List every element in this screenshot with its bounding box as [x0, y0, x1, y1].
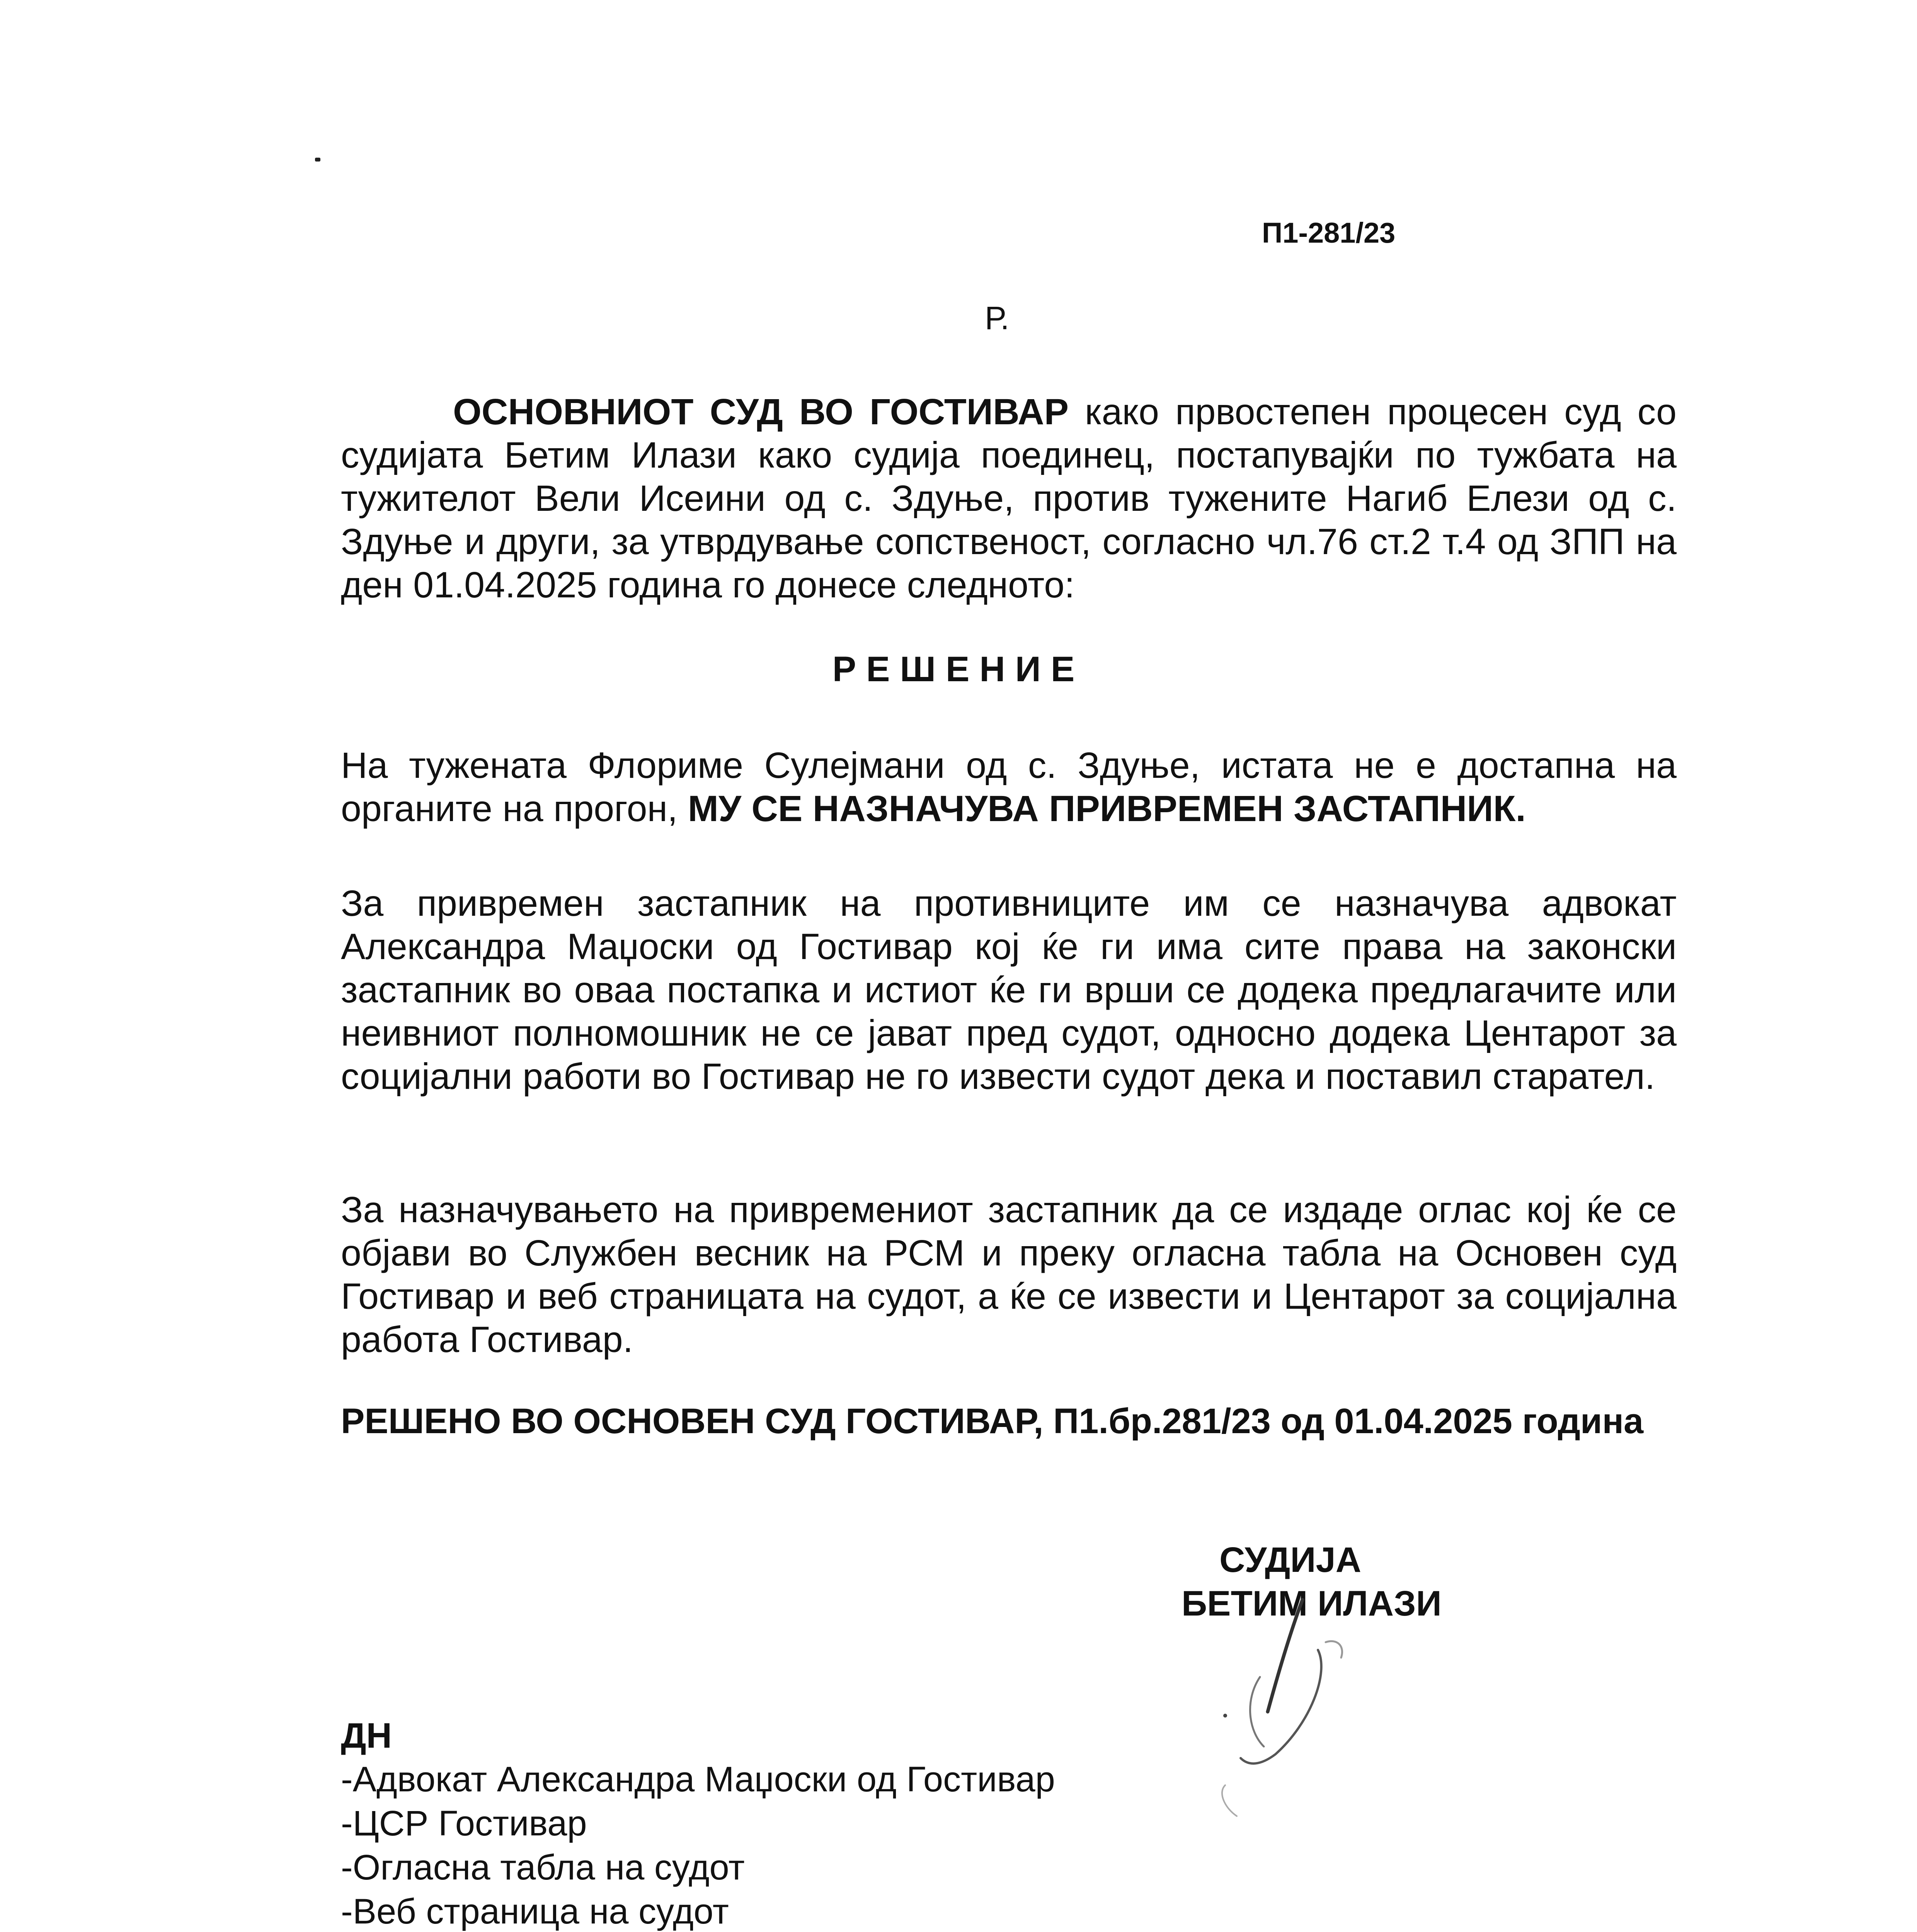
court-name: ОСНОВНИОТ СУД ВО ГОСТИВАР [453, 391, 1069, 432]
paragraph-3: За назначувањето на привремениот застапник да се издаде оглас кој ќе се објави во Службен весник на РСМ и преку огласна табла на Основен суд Гостивар и веб страницата на судот, а ќе се извести и Центарот за социјална работа Гостивар. [341, 1189, 1677, 1360]
intro-text: како првостепен процесен суд со судијата Бетим Илази како судија поединец, постапувајќи по тужбата на тужителот Вели Исеини од с. Здуње, против тужените Нагиб Елези од с. Здуње и други, за утврдување сопственост, согласно чл.76 ст.2 т.4 од ЗПП на ден 01.04.2025 година го донесе следното: [341, 391, 1677, 605]
paragraph-1-text: На тужената Флориме Сулејмани од с. Здуње, истата не е достапна на органите на прогон, [341, 745, 1677, 829]
paragraph-1 [341, 744, 1677, 830]
document-title: РЕШЕНИЕ [832, 650, 1085, 689]
delivery-item: -ЦСР Гостивар [341, 1804, 587, 1843]
case-number: П1-281/23 [1262, 217, 1396, 249]
decision-line: РЕШЕНО ВО ОСНОВЕН СУД ГОСТИВАР, П1.бр.281/23 од 01.04.2025 година [341, 1401, 1644, 1441]
judge-signature [1202, 1584, 1380, 1824]
letter-r: Р. [985, 300, 1010, 336]
scan-speck [315, 158, 320, 162]
delivery-heading: ДН [341, 1716, 392, 1755]
intro-paragraph [341, 390, 1677, 607]
delivery-item: -Адвокат Александра Маџоски од Гостивар [341, 1760, 1055, 1799]
delivery-list [341, 1757, 1055, 1932]
judge-name: БЕТИМ ИЛАЗИ [1182, 1584, 1442, 1623]
paragraph-1-bold: МУ СЕ НАЗНАЧУВА ПРИВРЕМЕН ЗАСТАПНИК. [688, 788, 1526, 829]
paragraph-2: За привремен застапник на противниците им се назначува адвокат Александра Маџоски од Гостивар кој ќе ги има сите права на законски застапник во оваа постапка и истиот ќе ги врши се додека предлагачите или неивниот полномошник не се јават пред судот, односно додека Центарот за социјални работи во Гостивар не го извести судот дека и поставил старател. [341, 883, 1677, 1097]
judge-title: СУДИЈА [1219, 1540, 1362, 1580]
delivery-item: -Веб страница на судот [341, 1892, 729, 1931]
delivery-item: -Огласна табла на судот [341, 1848, 745, 1887]
